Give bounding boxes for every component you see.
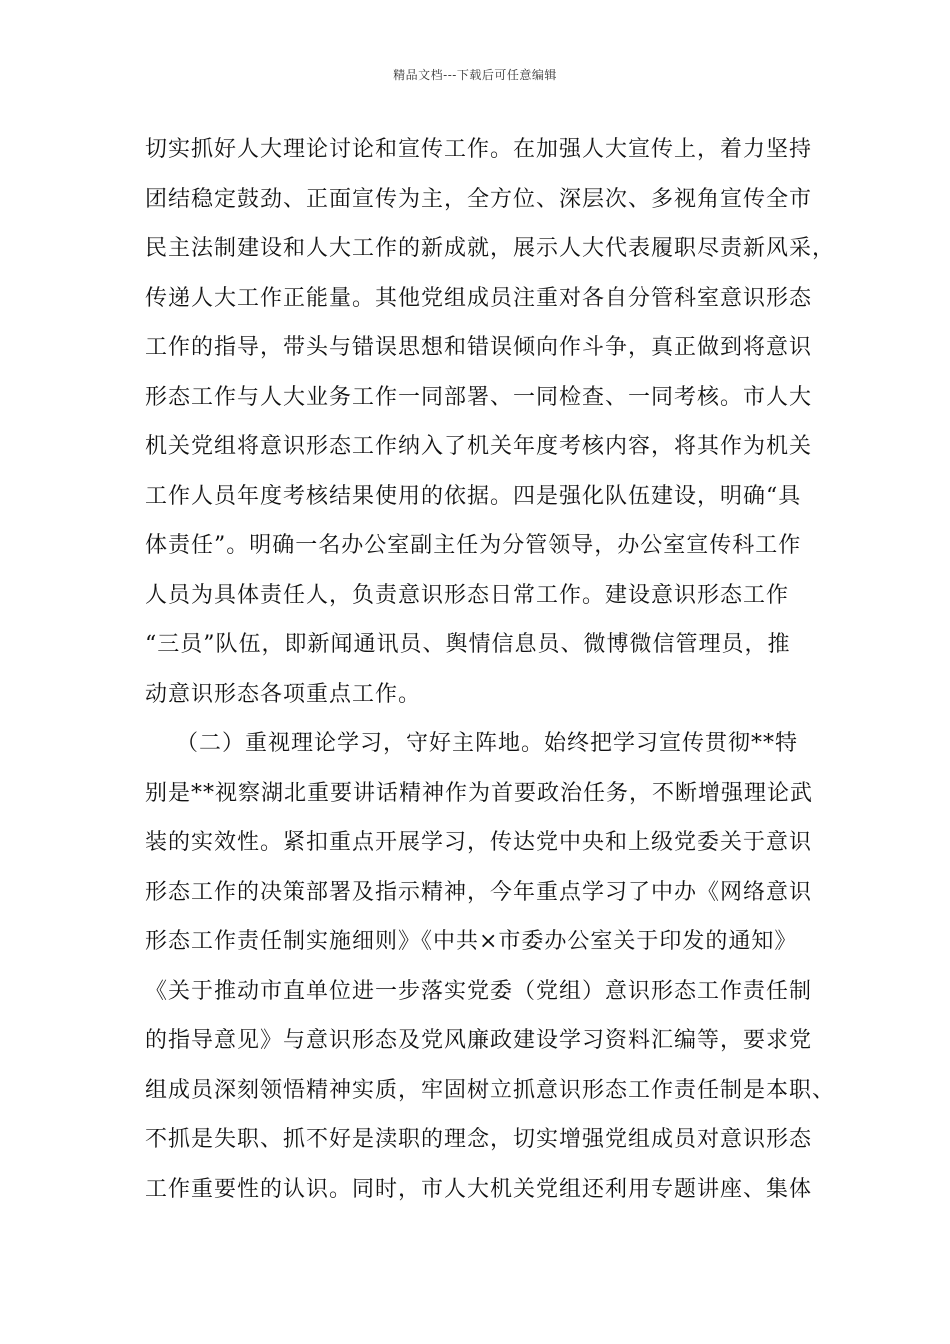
paragraph-2-line-7: 的指导意见》与意识形态及党风廉政建设学习资料汇编等，要求党 [145, 1028, 813, 1053]
paragraph-1-line-9: 体责任”。明确一名办公室副主任为分管领导，办公室宣传科工作 [145, 533, 802, 558]
paragraph-1-line-8: 工作人员年度考核结果使用的依据。四是强化队伍建设，明确“具 [145, 484, 802, 509]
paragraph-2-line-4: 形态工作的决策部署及指示精神，今年重点学习了中办《网络意识 [145, 880, 813, 905]
paragraph-1-line-2: 团结稳定鼓劲、正面宣传为主，全方位、深层次、多视角宣传全市 [145, 187, 813, 212]
paragraph-1-line-11: “三员”队伍，即新闻通讯员、舆情信息员、微博微信管理员，推 [145, 632, 791, 657]
paragraph-1-line-1: 切实抓好人大理论讨论和宣传工作。在加强人大宣传上，着力坚持 [145, 137, 813, 162]
paragraph-1-line-7: 机关党组将意识形态工作纳入了机关年度考核内容，将其作为机关 [145, 434, 813, 459]
paragraph-1-line-4: 传递人大工作正能量。其他党组成员注重对各自分管科室意识形态 [145, 286, 813, 311]
paragraph-1-line-5: 工作的指导，带头与错误思想和错误倾向作斗争，真正做到将意识 [145, 335, 813, 360]
paragraph-2-line-8: 组成员深刻领悟精神实质，牢固树立抓意识形态工作责任制是本职、 [145, 1078, 836, 1103]
page-header: 精品文档---下载后可任意编辑 [393, 68, 557, 82]
paragraph-1-line-3: 民主法制建设和人大工作的新成就，展示人大代表履职尽责新风采， [145, 236, 836, 261]
paragraph-1-line-6: 形态工作与人大业务工作一同部署、一同检查、一同考核。市人大 [145, 385, 813, 410]
paragraph-2-line-2: 别是**视察湖北重要讲话精神作为首要政治任务，不断增强理论武 [145, 781, 814, 806]
paragraph-2-line-3: 装的实效性。紧扣重点开展学习，传达党中央和上级党委关于意识 [145, 830, 813, 855]
paragraph-2-line-9: 不抓是失职、抓不好是渎职的理念，切实增强党组成员对意识形态 [145, 1127, 813, 1152]
paragraph-1-line-12: 动意识形态各项重点工作。 [145, 682, 422, 707]
paragraph-1-line-10: 人员为具体责任人，负责意识形态日常工作。建设意识形态工作 [145, 583, 790, 608]
paragraph-2-line-6: 《关于推动市直单位进一步落实党委（党组）意识形态工作责任制 [145, 979, 813, 1004]
paragraph-2-line-10: 工作重要性的认识。同时，市人大机关党组还利用专题讲座、集体 [145, 1177, 813, 1202]
paragraph-2-line-5: 形态工作责任制实施细则》《中共×市委办公室关于印发的通知》 [145, 929, 798, 954]
paragraph-2-line-1: （二）重视理论学习，守好主阵地。始终把学习宣传贯彻**特 [176, 731, 799, 756]
